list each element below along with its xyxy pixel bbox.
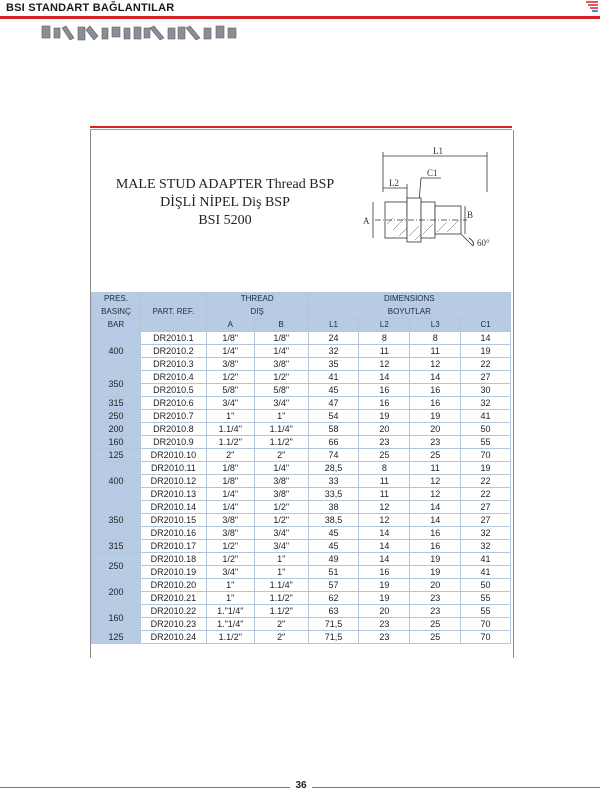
header-col-l1: L1 (308, 319, 359, 332)
table-row (92, 501, 511, 514)
c1-cell: 41 (461, 553, 511, 566)
pressure-cell: 125 (92, 631, 141, 644)
table-row (92, 449, 511, 462)
thread-a-cell: 1."1/4" (206, 618, 254, 631)
page-header-title: BSI STANDART BAĞLANTILAR (6, 2, 175, 14)
part-ref-cell: DR2010.23 (140, 618, 206, 631)
part-ref-cell: DR2010.9 (140, 436, 206, 449)
drawing-label-l2: L2 (389, 178, 399, 188)
l2-cell: 8 (359, 462, 410, 475)
l1-cell: 28,5 (308, 462, 359, 475)
part-ref-cell: DR2010.11 (140, 462, 206, 475)
part-ref-cell: DR2010.10 (140, 449, 206, 462)
thread-b-cell: 1/4" (254, 462, 308, 475)
product-title-english: MALE STUD ADAPTER Thread BSP (115, 177, 335, 192)
l2-cell: 11 (359, 345, 410, 358)
l2-cell: 20 (359, 605, 410, 618)
c1-cell: 27 (461, 514, 511, 527)
drawing-label-a: A (363, 216, 370, 226)
table-row (92, 618, 511, 631)
l3-cell: 23 (410, 436, 461, 449)
header-col-l3: L3 (410, 319, 461, 332)
part-ref-cell: DR2010.15 (140, 514, 206, 527)
l2-cell: 11 (359, 488, 410, 501)
product-standard: BSI 5200 (198, 213, 252, 228)
l3-cell: 16 (410, 384, 461, 397)
thread-a-cell: 3/8" (206, 514, 254, 527)
thread-a-cell: 1/4" (206, 488, 254, 501)
drawing-label-b: B (467, 210, 474, 220)
c1-cell: 27 (461, 501, 511, 514)
l3-cell: 19 (410, 553, 461, 566)
drawing-label-l1: L1 (433, 146, 443, 156)
thread-a-cell: 1/8" (206, 462, 254, 475)
thread-b-cell: 1/2" (254, 514, 308, 527)
c1-cell: 22 (461, 475, 511, 488)
c1-cell: 70 (461, 618, 511, 631)
table-row (92, 475, 511, 488)
header-bar: BAR (92, 319, 141, 332)
c1-cell: 50 (461, 423, 511, 436)
l3-cell: 11 (410, 345, 461, 358)
l3-cell: 16 (410, 540, 461, 553)
l3-cell: 19 (410, 566, 461, 579)
thread-b-cell: 2" (254, 631, 308, 644)
l1-cell: 32 (308, 345, 359, 358)
part-ref-cell: DR2010.3 (140, 358, 206, 371)
l2-cell: 14 (359, 540, 410, 553)
part-ref-cell: DR2010.21 (140, 592, 206, 605)
table-row (92, 384, 511, 397)
thread-b-cell: 1.1/4" (254, 423, 308, 436)
c1-cell: 22 (461, 488, 511, 501)
fittings-icon-strip (40, 22, 240, 44)
c1-cell: 55 (461, 436, 511, 449)
header-pres: PRES. (92, 293, 141, 306)
header-basinc: BASINÇ (92, 306, 141, 319)
c1-cell: 30 (461, 384, 511, 397)
thread-a-cell: 1/8" (206, 332, 254, 345)
part-ref-cell: DR2010.1 (140, 332, 206, 345)
l3-cell: 11 (410, 462, 461, 475)
table-row (92, 631, 511, 644)
thread-a-cell: 1" (206, 410, 254, 423)
thread-b-cell: 1.1/2" (254, 605, 308, 618)
l2-cell: 14 (359, 553, 410, 566)
c1-cell: 22 (461, 358, 511, 371)
l1-cell: 57 (308, 579, 359, 592)
part-ref-cell: DR2010.2 (140, 345, 206, 358)
l2-cell: 12 (359, 358, 410, 371)
l3-cell: 25 (410, 618, 461, 631)
header-red-rule (0, 16, 600, 19)
pressure-cell: 400 (92, 462, 141, 501)
pressure-cell: 315 (92, 540, 141, 553)
pressure-cell: 250 (92, 553, 141, 579)
thread-b-cell: 1.1/4" (254, 579, 308, 592)
l1-cell: 45 (308, 384, 359, 397)
thread-a-cell: 1/8" (206, 475, 254, 488)
part-ref-cell: DR2010.6 (140, 397, 206, 410)
l2-cell: 12 (359, 514, 410, 527)
thread-b-cell: 3/8" (254, 488, 308, 501)
l2-cell: 19 (359, 592, 410, 605)
pressure-cell: 315 (92, 397, 141, 410)
thread-b-cell: 3/8" (254, 475, 308, 488)
l1-cell: 66 (308, 436, 359, 449)
l2-cell: 25 (359, 449, 410, 462)
l2-cell: 12 (359, 501, 410, 514)
l3-cell: 12 (410, 358, 461, 371)
pressure-cell: 350 (92, 371, 141, 397)
l3-cell: 14 (410, 501, 461, 514)
part-ref-cell: DR2010.20 (140, 579, 206, 592)
pressure-cell: 400 (92, 332, 141, 371)
l1-cell: 24 (308, 332, 359, 345)
l2-cell: 23 (359, 631, 410, 644)
thread-a-cell: 1/2" (206, 371, 254, 384)
thread-a-cell: 2" (206, 449, 254, 462)
table-row (92, 410, 511, 423)
header-col-c1: C1 (461, 319, 511, 332)
table-row (92, 527, 511, 540)
table-row (92, 436, 511, 449)
l3-cell: 23 (410, 592, 461, 605)
thread-b-cell: 3/8" (254, 358, 308, 371)
l1-cell: 49 (308, 553, 359, 566)
l1-cell: 62 (308, 592, 359, 605)
l1-cell: 45 (308, 540, 359, 553)
header-part-ref: PART. REF. (140, 293, 206, 332)
table-row (92, 592, 511, 605)
l3-cell: 25 (410, 631, 461, 644)
thread-b-cell: 1/8" (254, 332, 308, 345)
table-row (92, 514, 511, 527)
header-dis: DİŞ (206, 306, 308, 319)
part-ref-cell: DR2010.5 (140, 384, 206, 397)
l2-cell: 16 (359, 566, 410, 579)
c1-cell: 41 (461, 566, 511, 579)
corner-stripes-decoration (584, 0, 600, 14)
thread-b-cell: 3/4" (254, 540, 308, 553)
l2-cell: 16 (359, 397, 410, 410)
l3-cell: 23 (410, 605, 461, 618)
product-title-block (90, 176, 360, 230)
header-col-l2: L2 (359, 319, 410, 332)
l1-cell: 71,5 (308, 618, 359, 631)
l1-cell: 54 (308, 410, 359, 423)
part-ref-cell: DR2010.18 (140, 553, 206, 566)
l1-cell: 38,5 (308, 514, 359, 527)
l2-cell: 19 (359, 410, 410, 423)
part-ref-cell: DR2010.19 (140, 566, 206, 579)
c1-cell: 32 (461, 527, 511, 540)
part-ref-cell: DR2010.7 (140, 410, 206, 423)
l3-cell: 12 (410, 488, 461, 501)
thread-b-cell: 2" (254, 449, 308, 462)
thread-b-cell: 3/4" (254, 527, 308, 540)
table-row (92, 553, 511, 566)
drawing-label-c1: C1 (427, 168, 438, 178)
thread-a-cell: 1" (206, 592, 254, 605)
l2-cell: 11 (359, 475, 410, 488)
l3-cell: 20 (410, 579, 461, 592)
header-boyutlar: BOYUTLAR (308, 306, 510, 319)
part-ref-cell: DR2010.13 (140, 488, 206, 501)
table-row (92, 488, 511, 501)
thread-a-cell: 3/4" (206, 397, 254, 410)
thread-a-cell: 1.1/2" (206, 631, 254, 644)
thread-a-cell: 1/4" (206, 501, 254, 514)
c1-cell: 27 (461, 371, 511, 384)
c1-cell: 19 (461, 345, 511, 358)
l2-cell: 14 (359, 371, 410, 384)
l1-cell: 41 (308, 371, 359, 384)
thread-b-cell: 3/4" (254, 397, 308, 410)
l3-cell: 25 (410, 449, 461, 462)
l2-cell: 19 (359, 579, 410, 592)
part-ref-cell: DR2010.24 (140, 631, 206, 644)
c1-cell: 32 (461, 540, 511, 553)
part-ref-cell: DR2010.16 (140, 527, 206, 540)
part-ref-cell: DR2010.12 (140, 475, 206, 488)
l3-cell: 14 (410, 514, 461, 527)
table-row (92, 423, 511, 436)
thread-b-cell: 1.1/2" (254, 436, 308, 449)
thread-b-cell: 2" (254, 618, 308, 631)
header-col-a: A (206, 319, 254, 332)
l1-cell: 63 (308, 605, 359, 618)
pressure-cell: 350 (92, 501, 141, 540)
pressure-cell: 200 (92, 423, 141, 436)
l2-cell: 20 (359, 423, 410, 436)
thread-b-cell: 1" (254, 566, 308, 579)
table-row (92, 566, 511, 579)
l3-cell: 20 (410, 423, 461, 436)
header-col-b: B (254, 319, 308, 332)
c1-cell: 41 (461, 410, 511, 423)
thread-a-cell: 1" (206, 579, 254, 592)
l1-cell: 38 (308, 501, 359, 514)
l1-cell: 74 (308, 449, 359, 462)
pressure-cell: 160 (92, 436, 141, 449)
c1-cell: 55 (461, 592, 511, 605)
l3-cell: 14 (410, 371, 461, 384)
part-ref-cell: DR2010.17 (140, 540, 206, 553)
thread-a-cell: 1.1/4" (206, 423, 254, 436)
l1-cell: 33 (308, 475, 359, 488)
l2-cell: 8 (359, 332, 410, 345)
l1-cell: 33,5 (308, 488, 359, 501)
l2-cell: 16 (359, 384, 410, 397)
l1-cell: 47 (308, 397, 359, 410)
thread-b-cell: 1.1/2" (254, 592, 308, 605)
thread-a-cell: 1/4" (206, 345, 254, 358)
table-row (92, 397, 511, 410)
thread-b-cell: 5/8" (254, 384, 308, 397)
fitting-technical-drawing (355, 146, 505, 252)
header-dimensions: DIMENSIONS (308, 293, 510, 306)
table-row (92, 605, 511, 618)
thread-a-cell: 1.1/2" (206, 436, 254, 449)
l2-cell: 23 (359, 618, 410, 631)
l1-cell: 58 (308, 423, 359, 436)
part-ref-cell: DR2010.8 (140, 423, 206, 436)
thread-a-cell: 3/8" (206, 527, 254, 540)
pressure-cell: 125 (92, 449, 141, 462)
l1-cell: 51 (308, 566, 359, 579)
part-ref-cell: DR2010.22 (140, 605, 206, 618)
l1-cell: 45 (308, 527, 359, 540)
thread-a-cell: 1/2" (206, 540, 254, 553)
pressure-cell: 200 (92, 579, 141, 605)
l2-cell: 23 (359, 436, 410, 449)
part-ref-cell: DR2010.4 (140, 371, 206, 384)
l3-cell: 12 (410, 475, 461, 488)
thread-a-cell: 1/2" (206, 553, 254, 566)
thread-b-cell: 1/4" (254, 345, 308, 358)
c1-cell: 32 (461, 397, 511, 410)
l1-cell: 35 (308, 358, 359, 371)
l3-cell: 8 (410, 332, 461, 345)
l1-cell: 71,5 (308, 631, 359, 644)
l3-cell: 16 (410, 397, 461, 410)
thread-a-cell: 5/8" (206, 384, 254, 397)
thread-b-cell: 1/2" (254, 501, 308, 514)
table-row (92, 371, 511, 384)
panel-top-red-rule (90, 126, 512, 128)
thread-a-cell: 3/4" (206, 566, 254, 579)
thread-b-cell: 1" (254, 553, 308, 566)
l3-cell: 16 (410, 527, 461, 540)
l2-cell: 14 (359, 527, 410, 540)
c1-cell: 19 (461, 462, 511, 475)
table-row (92, 462, 511, 475)
thread-a-cell: 3/8" (206, 358, 254, 371)
c1-cell: 14 (461, 332, 511, 345)
c1-cell: 55 (461, 605, 511, 618)
table-row (92, 332, 511, 345)
thread-b-cell: 1/2" (254, 371, 308, 384)
c1-cell: 70 (461, 449, 511, 462)
c1-cell: 70 (461, 631, 511, 644)
table-row (92, 540, 511, 553)
table-row (92, 345, 511, 358)
table-row (92, 358, 511, 371)
page-number: 36 (290, 780, 312, 791)
thread-b-cell: 1" (254, 410, 308, 423)
product-title-turkish: DİŞLİ NİPEL Diş BSP (160, 195, 290, 210)
part-ref-cell: DR2010.14 (140, 501, 206, 514)
header-thread: THREAD (206, 293, 308, 306)
table-row (92, 579, 511, 592)
drawing-label-angle: 60° (477, 238, 490, 248)
c1-cell: 50 (461, 579, 511, 592)
pressure-cell: 160 (92, 605, 141, 631)
dimensions-table (91, 292, 511, 644)
pressure-cell: 250 (92, 410, 141, 423)
thread-a-cell: 1."1/4" (206, 605, 254, 618)
l3-cell: 19 (410, 410, 461, 423)
